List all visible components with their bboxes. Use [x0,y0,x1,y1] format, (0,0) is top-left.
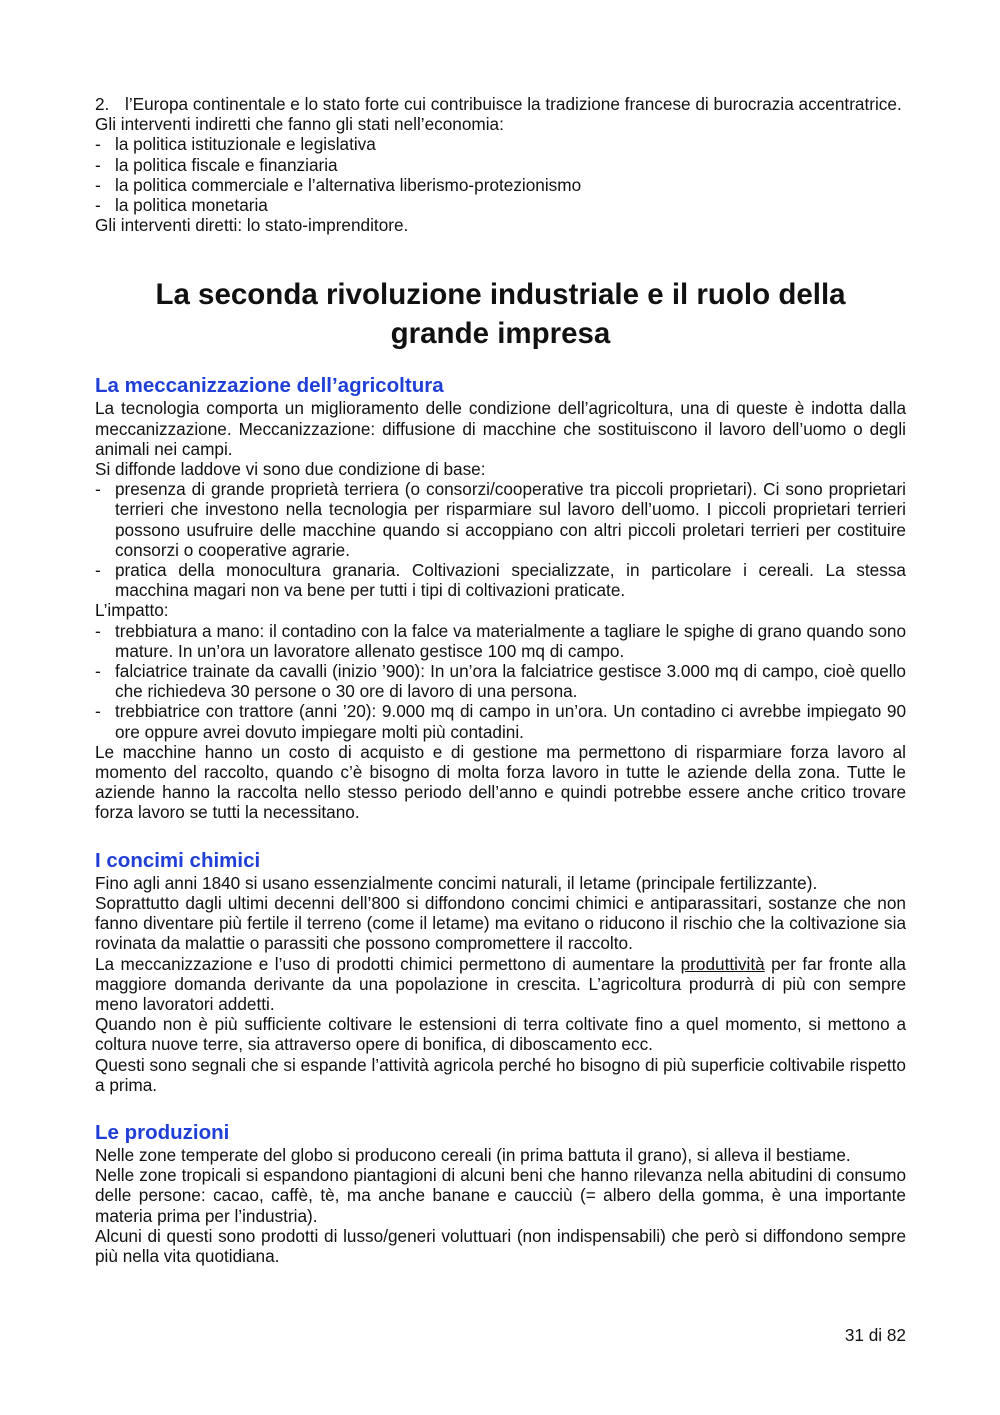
numbered-list-item [95,94,906,114]
paragraph: Nelle zone tropicali si espandono piantagioni di alcuni beni che hanno rilevanza nella abitudini di consumo delle persone: cacao, caffè, tè, ma anche banane e caucciù (= albero della gomma, è una importante materia prima per l’industria). [95,1165,906,1226]
paragraph: Le macchine hanno un costo di acquisto e di gestione ma permettono di risparmiare forza lavoro al momento del raccolto, quando c’è bisogno di molta forza lavoro in tutte le aziende della zona. Tutte le aziende hanno la raccolta nello stesso periodo dell’anno e quindi potrebbe essere anche critico trovare forza lavoro se tutti la necessitano. [95,741,906,823]
dash-bullet: - [95,195,101,216]
list-item: - pratica della monocultura granaria. Coltivazioni specializzate, in particolare i cereali. La stessa macchina magari non va bene per tutti i tipi di coltivazioni praticate. [95,560,906,601]
paragraph-impact-intro: L’impatto: [95,600,169,621]
dash-bullet: - [95,134,101,155]
paragraph: Alcuni di questi sono prodotti di lusso/generi voluttuari (non indispensabili) che però si diffondono sempre più nella vita quotidiana. [95,1225,906,1266]
paragraph: Si diffonde laddove vi sono due condizione di base: [95,459,486,480]
list-item: - la politica commerciale e l’alternativa liberismo-protezionismo [95,174,582,195]
dash-bullet: - [95,154,101,175]
impacts-list [95,621,906,742]
list-item: - trebbiatrice con trattore (anni ’20): 9.000 mq di campo in un’ora. Un contadino ci avrebbe impiegato 90 ore oppure avrei dovuto impiegare molti più contadini. [95,701,906,742]
section-heading-mechanization: La meccanizzazione dell’agricoltura [95,374,444,398]
section-heading-productions: Le produzioni [95,1120,230,1144]
paragraph: La tecnologia comporta un miglioramento delle condizione dell’agricoltura, una di queste è indotta dalla meccanizzazione. Meccanizzazione: diffusione di macchine che sostituiscono il lavoro dell’uomo o degli animali nei campi. [95,398,906,459]
list-item: - la politica monetaria [95,195,268,216]
list-item-text: l’Europa continentale e lo stato forte cui contribuisce la tradizione francese di burocrazia accentratrice. [125,94,902,114]
list-item: - falciatrice trainate da cavalli (inizio ’900): In un’ora la falciatrice gestisce 3.000 mq di campo, cioè quello che richiedeva 30 persone o 30 ore di lavoro di una persona. [95,661,906,702]
paragraph: Fino agli anni 1840 si usano essenzialmente concimi naturali, il letame (principale fertilizzante). [95,872,818,893]
section-heading-fertilizers: I concimi chimici [95,848,261,872]
list-item: - presenza di grande proprietà terriera (o consorzi/cooperative tra piccoli proprietari). Ci sono proprietari terrieri che investono nella tecnologia per risparmiare sul lavoro dell’uomo. I piccoli proprietari terrieri possono usufruire delle macchine quando si accoppiano con altri piccoli proletari terrieri per costituire consorzi o cooperative agrarie. [95,479,906,560]
list-item: - trebbiatura a mano: il contadino con la falce va materialmente a tagliare le spighe di grano quando sono mature. In un’ora un lavoratore allenato gestisce 100 mq di campo. [95,620,906,661]
chapter-title: La seconda rivoluzione industriale e il ruolo della grande impresa [155,278,846,351]
dash-bullet: - [95,661,101,682]
page-number: 31 di 82 [844,1325,906,1345]
paragraph-indirect-intro: Gli interventi indiretti che fanno gli stati nell’economia: [95,114,504,135]
paragraph: Nelle zone temperate del globo si producono cereali (in prima battuta il grano), si alleva il bestiame. [95,1144,851,1165]
indirect-interventions-list [95,134,906,215]
document-page [95,94,906,1266]
list-item: - la politica istituzionale e legislativa [95,134,376,155]
paragraph-direct: Gli interventi diretti: lo stato-imprenditore. [95,215,409,236]
dash-bullet: - [95,560,101,581]
dash-bullet: - [95,479,101,500]
dash-bullet: - [95,620,101,641]
paragraph: Quando non è più sufficiente coltivare le estensioni di terra coltivate fino a quel momento, si mettono a coltura nuove terre, sia attraverso opere di bonifica, di diboscamento ecc. [95,1014,906,1055]
list-number: 2. [95,94,110,114]
conditions-list [95,479,906,600]
dash-bullet: - [95,174,101,195]
paragraph: La meccanizzazione e l’uso di prodotti chimici permettono di aumentare la produttività per far fronte alla maggiore domanda derivante da una popolazione in crescita. L’agricoltura produrrà di più con sempre meno lavoratori addetti. [95,953,906,1014]
underlined-term: produttività [680,953,765,974]
dash-bullet: - [95,701,101,722]
paragraph: Soprattutto dagli ultimi decenni dell’800 si diffondono concimi chimici e antiparassitari, sostanze che non fanno diventare più fertile il terreno (come il letame) ma evitano o riducono il rischio che la coltivazione sia rovinata da malattie o parassiti che possono compromettere il raccolto. [95,892,906,954]
paragraph: Questi sono segnali che si espande l’attività agricola perché ho bisogno di più superficie coltivabile rispetto a prima. [95,1054,906,1095]
list-item: - la politica fiscale e finanziaria [95,154,338,175]
